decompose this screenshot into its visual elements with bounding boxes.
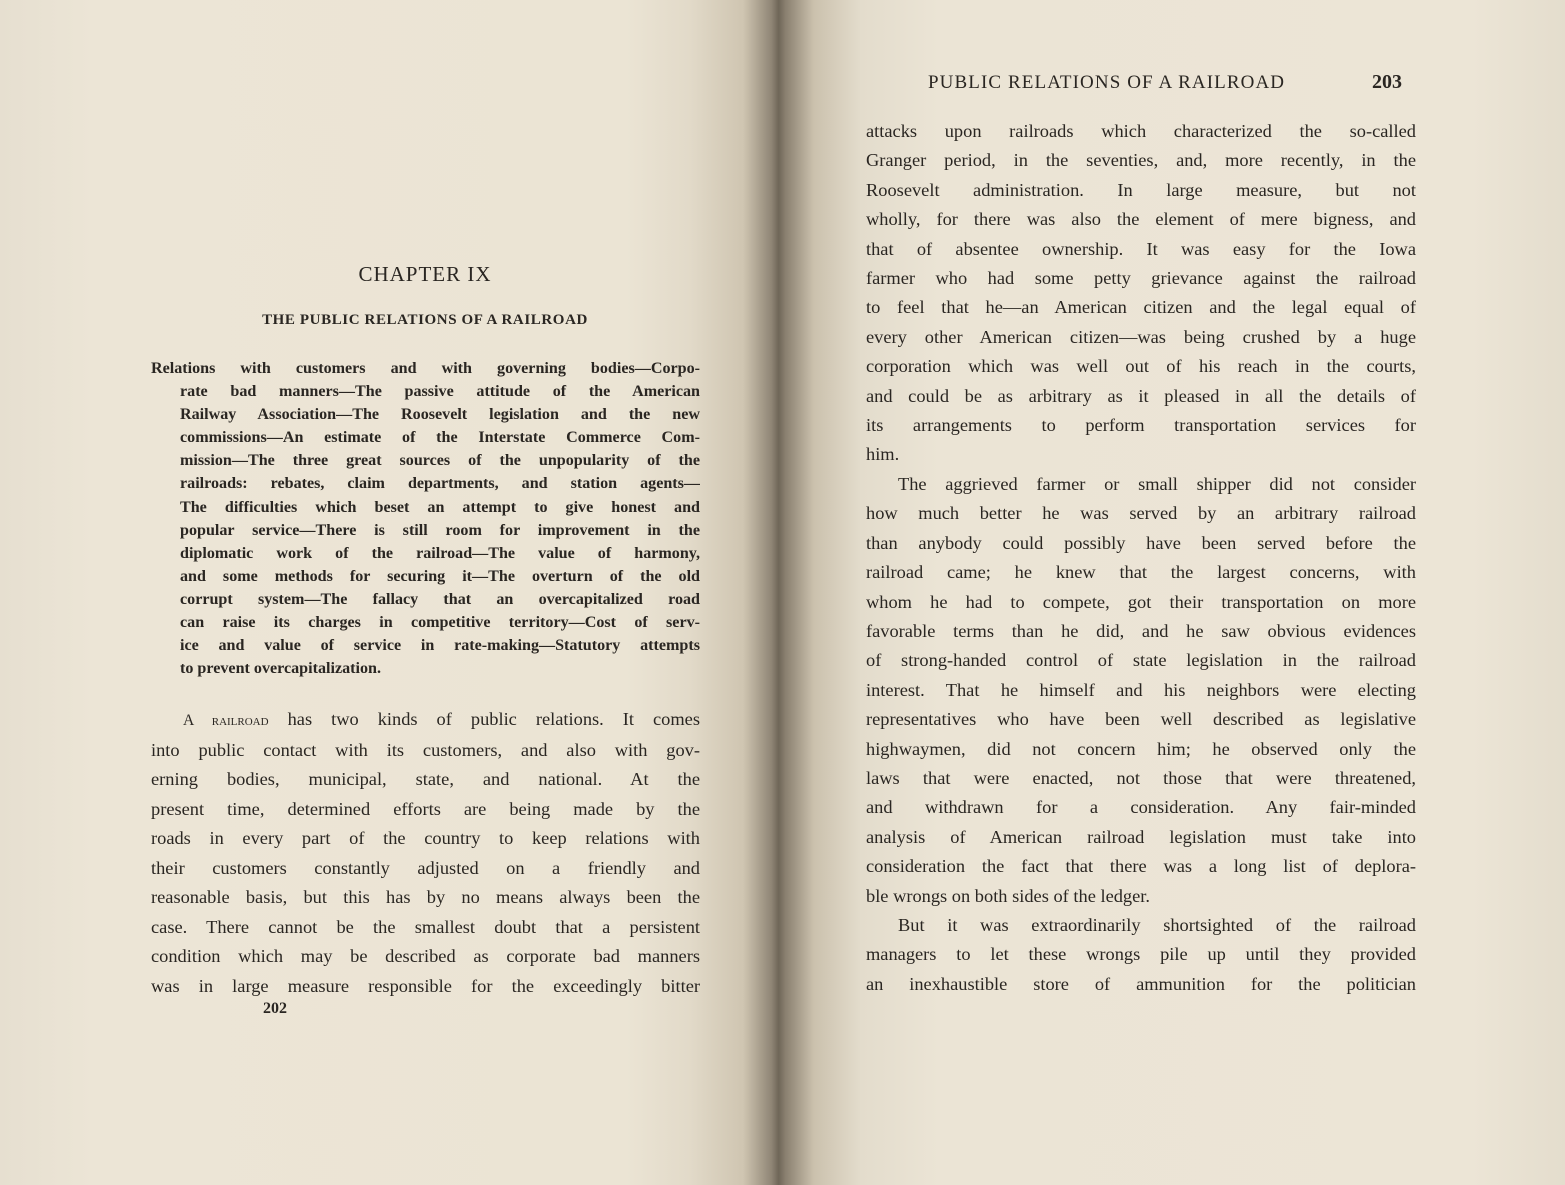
body-line: that of absentee ownership. It was easy for the Iowa xyxy=(866,238,1416,259)
body-line-text: has two kinds of public relations. It comes xyxy=(287,709,700,729)
synopsis-line: and some methods for securing it—The overturn of the old xyxy=(180,567,700,585)
body-line: ble wrongs on both sides of the ledger. xyxy=(866,885,1150,906)
body-line: condition which may be described as corporate bad manners xyxy=(151,946,700,966)
body-line: laws that were enacted, not those that were threatened, xyxy=(866,767,1416,788)
body-line: roads in every part of the country to keep relations with xyxy=(151,828,700,848)
chapter-title: CHAPTER IX xyxy=(358,262,492,286)
body-line: whom he had to compete, got their transportation on more xyxy=(866,591,1416,612)
left-page xyxy=(0,0,780,1185)
chapter-synopsis xyxy=(151,357,700,680)
synopsis-line: railroads: rebates, claim departments, and station agents— xyxy=(180,475,700,493)
synopsis-line: commissions—An estimate of the Interstate Commerce Com- xyxy=(180,429,700,447)
body-line: representatives who have been well described as legislative xyxy=(866,709,1416,730)
body-line: and could be as arbitrary as it pleased in all the details of xyxy=(866,385,1416,406)
body-line: consideration the fact that there was a long list of deplora- xyxy=(866,856,1416,877)
body-line: was in large measure responsible for the exceedingly bitter xyxy=(151,975,700,996)
synopsis-line: diplomatic work of the railroad—The value of harmony, xyxy=(180,544,700,562)
body-line xyxy=(151,705,700,736)
body-line: interest. That he himself and his neighbors were electing xyxy=(866,679,1416,700)
body-line: to feel that he—an American citizen and the legal equal of xyxy=(866,297,1416,318)
synopsis-line: ice and value of service in rate-making—Statutory attempts xyxy=(180,637,700,655)
body-line: Granger period, in the seventies, and, more recently, in the xyxy=(866,150,1416,171)
body-line: of strong-handed control of state legislation in the railroad xyxy=(866,650,1416,671)
body-line: and withdrawn for a consideration. Any fair-minded xyxy=(866,797,1416,818)
body-line: into public contact with its customers, and also with gov- xyxy=(151,739,700,760)
body-text-left xyxy=(151,705,700,1001)
body-line: railroad came; he knew that the largest concerns, with xyxy=(866,562,1416,583)
right-page xyxy=(782,0,1565,1185)
chapter-subtitle: THE PUBLIC RELATIONS OF A RAILROAD xyxy=(262,312,588,328)
body-line: reasonable basis, but this has by no means always been the xyxy=(151,887,700,907)
synopsis-line: Relations with customers and with governing bodies—Corpo- xyxy=(151,360,700,377)
synopsis-line: rate bad manners—The passive attitude of the American xyxy=(180,383,700,401)
body-line: wholly, for there was also the element of mere bigness, and xyxy=(866,209,1416,230)
body-line: how much better he was served by an arbitrary railroad xyxy=(866,503,1416,524)
body-line: an inexhaustible store of ammunition for the politician xyxy=(866,973,1416,994)
synopsis-line: corrupt system—The fallacy that an overcapitalized road xyxy=(180,590,700,608)
body-line: their customers constantly adjusted on a friendly and xyxy=(151,857,700,878)
body-line: its arrangements to perform transportation services for xyxy=(866,415,1416,436)
body-line: than anybody could possibly have been served before the xyxy=(866,532,1416,553)
body-line: present time, determined efforts are being made by the xyxy=(151,798,700,819)
body-line: corporation which was well out of his reach in the courts, xyxy=(866,356,1416,377)
body-line: erning bodies, municipal, state, and national. At the xyxy=(151,769,700,789)
synopsis-line: The difficulties which beset an attempt to give honest and xyxy=(180,498,700,516)
page-number: 202 xyxy=(263,1000,287,1017)
body-line: analysis of American railroad legislation must take into xyxy=(866,826,1416,847)
body-line: Roosevelt administration. In large measure, but not xyxy=(866,179,1416,200)
body-line: case. There cannot be the smallest doubt that a persistent xyxy=(151,916,700,937)
synopsis-line: mission—The three great sources of the unpopularity of the xyxy=(180,452,700,470)
running-head: PUBLIC RELATIONS OF A RAILROAD xyxy=(928,72,1286,93)
synopsis-line: to prevent overcapitalization. xyxy=(180,660,381,678)
body-line: managers to let these wrongs pile up until they provided xyxy=(866,944,1416,965)
body-line: farmer who had some petty grievance against the railroad xyxy=(866,268,1416,289)
synopsis-line: popular service—There is still room for improvement in the xyxy=(180,521,700,539)
body-line: But it was extraordinarily shortsighted of the railroad xyxy=(898,914,1416,935)
body-line: highwaymen, did not concern him; he observed only the xyxy=(866,738,1416,759)
body-text-right xyxy=(866,117,1416,999)
synopsis-line: Railway Association—The Roosevelt legislation and the new xyxy=(180,406,700,424)
body-lead-smallcaps: A railroad xyxy=(183,712,269,729)
body-line: every other American citizen—was being crushed by a huge xyxy=(866,326,1416,347)
body-line: attacks upon railroads which characterized the so-called xyxy=(866,121,1416,141)
page-number: 203 xyxy=(1372,71,1402,93)
body-line: favorable terms than he did, and he saw obvious evidences xyxy=(866,620,1416,641)
synopsis-line: can raise its charges in competitive territory—Cost of serv- xyxy=(180,614,700,632)
body-line: him. xyxy=(866,444,900,465)
body-line: The aggrieved farmer or small shipper did not consider xyxy=(898,473,1416,494)
